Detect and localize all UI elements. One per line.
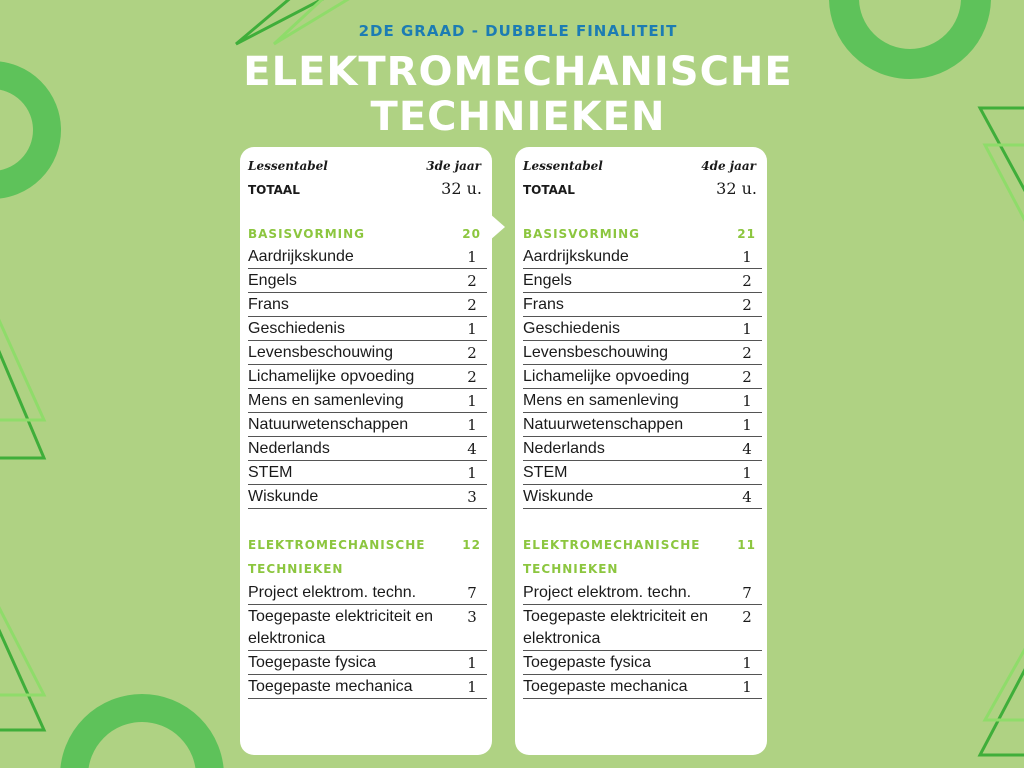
section-total: 20 <box>462 227 481 241</box>
subject-hours: 2 <box>467 272 477 290</box>
table-row <box>248 437 487 461</box>
subject-name: Project elektrom. techn. <box>523 584 692 601</box>
ring-bottom-left <box>74 708 210 768</box>
subject-hours: 1 <box>742 678 752 696</box>
triangle-right-4 <box>985 640 1024 720</box>
subject-name: Natuurwetenschappen <box>523 416 684 433</box>
table-row <box>248 413 487 437</box>
table-row <box>248 341 487 365</box>
spacer <box>523 509 762 533</box>
subject-hours: 1 <box>742 320 752 338</box>
section-title: ELEKTROMECHANISCHE TECHNIEKEN <box>523 538 701 576</box>
section-basisvorming <box>523 223 762 245</box>
table-row <box>248 605 487 651</box>
subject-hours: 7 <box>467 584 477 602</box>
subject-name: Toegepaste mechanica <box>248 678 413 695</box>
subject-name: Geschiedenis <box>523 320 620 337</box>
subject-name: Aardrijkskunde <box>248 248 354 265</box>
subject-hours: 1 <box>742 248 752 266</box>
subject-name: STEM <box>523 464 568 481</box>
spacer <box>248 509 487 533</box>
subject-name: Lichamelijke opvoeding <box>248 368 415 385</box>
subject-name: Frans <box>248 296 289 313</box>
subject-name: Toegepaste fysica <box>523 654 652 671</box>
table-label: Lessentabel <box>523 159 603 173</box>
year-label: 4de jaar <box>701 159 756 173</box>
section-title: ELEKTROMECHANISCHE TECHNIEKEN <box>248 538 426 576</box>
subject-name: Toegepaste elektriciteit en elektronica <box>523 608 708 647</box>
subject-name: Nederlands <box>523 440 605 457</box>
triangle-right-2 <box>985 145 1024 230</box>
subject-hours: 2 <box>467 344 477 362</box>
section-elektromechanische-technieken <box>523 533 762 581</box>
table-row <box>523 651 762 675</box>
subject-hours: 2 <box>742 608 752 626</box>
total-label: TOTAAL <box>248 183 300 197</box>
triangle-left-1 <box>0 330 44 458</box>
lessentabel-card-4de-jaar <box>515 147 767 755</box>
table-row <box>523 605 762 651</box>
subject-hours: 1 <box>467 248 477 266</box>
section-total: 12 <box>462 538 481 552</box>
subject-name: Mens en samenleving <box>248 392 404 409</box>
subject-hours: 1 <box>742 416 752 434</box>
table-row <box>248 317 487 341</box>
table-row <box>248 461 487 485</box>
subject-hours: 1 <box>467 678 477 696</box>
table-row <box>523 485 762 509</box>
section-title: BASISVORMING <box>248 227 365 241</box>
triangle-left-3 <box>0 610 44 730</box>
subject-hours: 7 <box>742 584 752 602</box>
total-value: 32 u. <box>716 179 757 198</box>
table-row <box>248 245 487 269</box>
table-row <box>248 581 487 605</box>
subject-name: Mens en samenleving <box>523 392 679 409</box>
subject-name: Project elektrom. techn. <box>248 584 417 601</box>
card-header <box>523 159 762 179</box>
table-row <box>523 269 762 293</box>
table-row <box>248 269 487 293</box>
subject-hours: 2 <box>742 296 752 314</box>
subject-hours: 4 <box>467 440 477 458</box>
subject-name: Nederlands <box>248 440 330 457</box>
table-row <box>248 365 487 389</box>
subject-hours: 1 <box>742 464 752 482</box>
subject-name: Toegepaste mechanica <box>523 678 688 695</box>
table-row <box>248 485 487 509</box>
table-row <box>523 461 762 485</box>
title-line-2: TECHNIEKEN <box>370 94 666 140</box>
section-total: 11 <box>737 538 756 552</box>
table-row <box>523 389 762 413</box>
table-row <box>523 341 762 365</box>
subject-hours: 3 <box>467 608 477 626</box>
subject-hours: 2 <box>467 368 477 386</box>
subject-name: STEM <box>248 464 293 481</box>
subject-hours: 4 <box>742 488 752 506</box>
table-row <box>248 389 487 413</box>
subject-name: Levensbeschouwing <box>248 344 393 361</box>
total-row <box>523 179 762 201</box>
subject-hours: 1 <box>742 392 752 410</box>
subject-hours: 1 <box>467 654 477 672</box>
section-basisvorming <box>248 223 487 245</box>
subject-name: Engels <box>523 272 572 289</box>
card-header <box>248 159 487 179</box>
table-row <box>523 437 762 461</box>
title-line-1: ELEKTROMECHANISCHE <box>243 49 793 95</box>
subject-hours: 1 <box>467 464 477 482</box>
table-row <box>523 581 762 605</box>
subject-name: Wiskunde <box>248 488 319 505</box>
table-row <box>248 293 487 317</box>
page-subtitle: 2DE GRAAD - DUBBELE FINALITEIT <box>358 22 678 40</box>
total-value: 32 u. <box>441 179 482 198</box>
subject-hours: 1 <box>742 654 752 672</box>
subject-hours: 1 <box>467 416 477 434</box>
subject-hours: 2 <box>742 272 752 290</box>
subject-hours: 1 <box>467 320 477 338</box>
table-row <box>248 675 487 699</box>
table-row <box>523 413 762 437</box>
triangle-right-3 <box>980 660 1024 755</box>
total-row <box>248 179 487 201</box>
subject-name: Toegepaste fysica <box>248 654 377 671</box>
subject-name: Lichamelijke opvoeding <box>523 368 690 385</box>
table-row <box>523 293 762 317</box>
subject-hours: 1 <box>467 392 477 410</box>
table-row <box>248 651 487 675</box>
subject-name: Aardrijkskunde <box>523 248 629 265</box>
section-title: BASISVORMING <box>523 227 640 241</box>
subject-name: Toegepaste elektriciteit en elektronica <box>248 608 433 647</box>
subject-name: Frans <box>523 296 564 313</box>
table-row <box>523 245 762 269</box>
section-total: 21 <box>737 227 756 241</box>
table-row <box>523 317 762 341</box>
lessentabel-card-3de-jaar <box>240 147 492 755</box>
subject-name: Levensbeschouwing <box>523 344 668 361</box>
subject-hours: 3 <box>467 488 477 506</box>
table-label: Lessentabel <box>248 159 328 173</box>
table-row <box>523 675 762 699</box>
subject-name: Wiskunde <box>523 488 594 505</box>
subject-hours: 2 <box>742 344 752 362</box>
triangle-left-4 <box>0 590 44 695</box>
subject-hours: 2 <box>742 368 752 386</box>
subject-hours: 4 <box>742 440 752 458</box>
page-title <box>0 50 1024 140</box>
triangle-left-2 <box>0 300 44 420</box>
total-label: TOTAAL <box>523 183 575 197</box>
subject-name: Engels <box>248 272 297 289</box>
subject-hours: 2 <box>467 296 477 314</box>
section-elektromechanische-technieken <box>248 533 487 581</box>
table-row <box>523 365 762 389</box>
subject-name: Geschiedenis <box>248 320 345 337</box>
subject-name: Natuurwetenschappen <box>248 416 409 433</box>
year-label: 3de jaar <box>426 159 481 173</box>
